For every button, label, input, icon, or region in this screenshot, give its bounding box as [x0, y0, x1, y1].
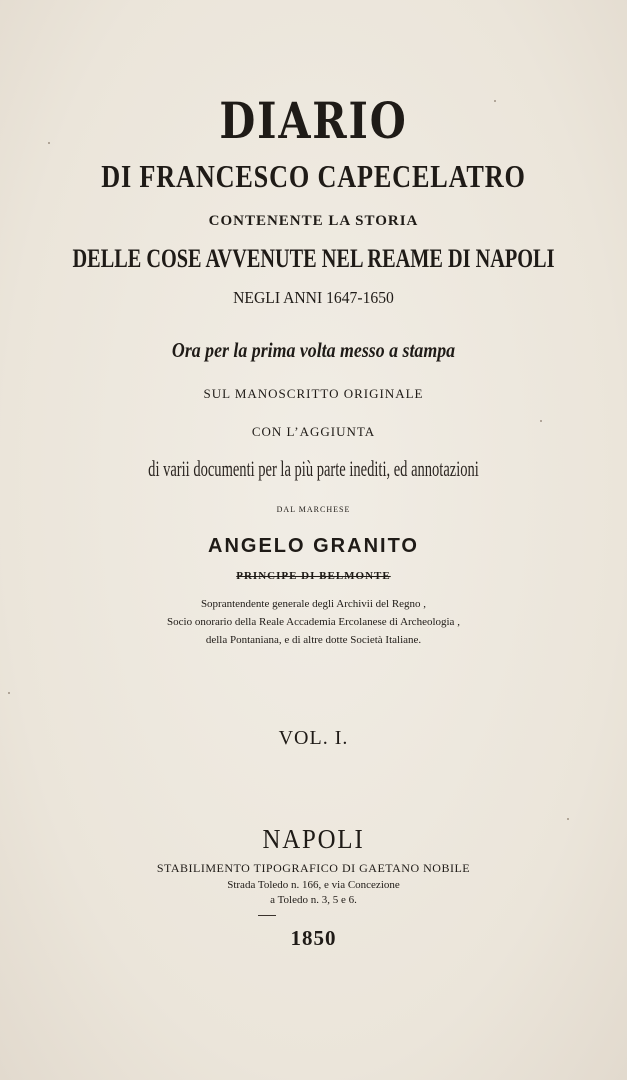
credential-line: Soprantendente generale degli Archivii del Regno , — [200, 598, 427, 610]
imprint-city: NAPOLI — [262, 824, 365, 854]
volume-label: VOL. I. — [278, 727, 349, 749]
credential-line: Socio onorario della Reale Accademia Ercolanese di Archeologia , — [167, 616, 460, 628]
printed-note: Ora per la prima volta messo a stampa — [171, 338, 456, 362]
manuscript-note: SUL MANOSCRITTO ORIGINALE — [203, 386, 424, 401]
book-title: DIARIO — [219, 91, 408, 150]
paper-speck — [8, 692, 10, 694]
subtitle-line-3: NEGLI ANNI 1647-1650 — [233, 288, 394, 307]
imprint-year: 1850 — [290, 926, 337, 950]
imprint-address-2: a Toledo n. 3, 5 e 6. — [270, 894, 357, 906]
credential-line: della Pontaniana, e di altre dotte Società Italiane. — [205, 634, 422, 646]
paper-speck — [48, 142, 50, 144]
by-label: DAL MARCHESE — [276, 505, 351, 514]
book-author: DI FRANCESCO CAPECELATRO — [101, 158, 526, 194]
editor-title: PRINCIPE DI BELMONTE — [236, 570, 391, 582]
imprint-printer: STABILIMENTO TIPOGRAFICO DI GAETANO NOBILE — [156, 861, 471, 875]
paper-speck — [494, 100, 496, 102]
subtitle-line-1: CONTENENTE LA STORIA — [208, 213, 419, 229]
addition-note: CON L’AGGIUNTA — [251, 424, 376, 439]
paper-speck — [540, 420, 542, 422]
paper-speck — [567, 818, 569, 820]
documents-note: di varii documenti per la più parte inediti, ed annotazioni — [148, 456, 479, 481]
subtitle-line-2: DELLE COSE AVVENUTE NEL REAME DI NAPOLI — [72, 244, 555, 273]
imprint-address-1: Strada Toledo n. 166, e via Concezione — [227, 879, 400, 891]
divider-rule — [258, 915, 276, 916]
editor-name: ANGELO GRANITO — [208, 535, 419, 557]
